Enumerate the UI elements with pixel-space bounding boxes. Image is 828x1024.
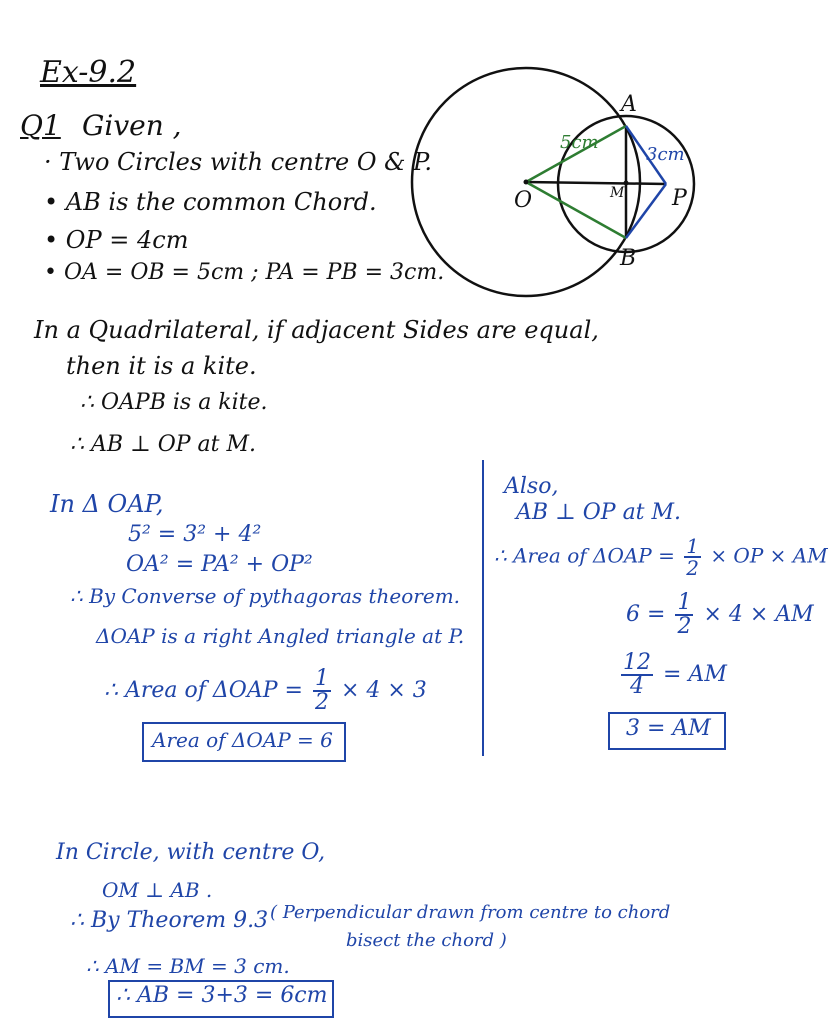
fraction-numerator: 1 — [677, 590, 692, 615]
given-item-text: Two Circles with centre O & P. — [59, 148, 433, 176]
kite-oapb: ∴ OAPB is a kite. — [80, 390, 268, 415]
theorem-reference: ∴ By Theorem 9.3 — [70, 908, 269, 933]
ab-result: ∴ AB = 3+3 = 6cm — [116, 983, 328, 1008]
kite-conclusion: then it is a kite. — [66, 352, 257, 380]
fraction-numerator: 12 — [623, 650, 651, 675]
given-item-text: AB is the common Chord. — [65, 188, 377, 216]
given-label: Given , — [82, 109, 182, 142]
given-item: • OP = 4cm — [44, 226, 189, 254]
also-label: Also, — [504, 474, 559, 499]
triangle-heading: In Δ OAP, — [50, 490, 164, 518]
equation-suffix: = AM — [663, 662, 727, 687]
given-item: • AB is the common Chord. — [44, 188, 377, 216]
area-substitution: 6 = $\frac{1}{2}$ × 4 × AM — [626, 590, 814, 639]
label-5cm: 5cm — [560, 132, 599, 153]
exercise-title: Ex-9.2 — [40, 55, 137, 90]
given-item-text: OP = 4cm — [65, 226, 189, 254]
segment-op — [526, 182, 666, 184]
equation-lhs: 6 — [626, 602, 640, 627]
area-suffix: × 4 × 3 — [340, 678, 427, 703]
point-m — [624, 181, 629, 186]
question-number: Q1 — [20, 109, 61, 142]
given-item-text: OA = OB = 5cm ; PA = PB = 3cm. — [63, 260, 445, 285]
area-result: Area of ΔOAP = 6 — [152, 728, 333, 752]
twelve-over-four — [621, 652, 653, 698]
given-item: • OA = OB = 5cm ; PA = PB = 3cm. — [44, 260, 445, 285]
pythagoras-numeric: 5² = 3² + 4² — [128, 522, 262, 547]
area-suffix: × OP × AM — [710, 543, 828, 568]
fraction-numerator: 1 — [314, 666, 329, 691]
am-fraction-equation — [618, 652, 727, 698]
fraction-denominator: 2 — [314, 690, 329, 715]
label-o: O — [514, 188, 533, 213]
half-fraction — [675, 592, 693, 638]
column-divider — [482, 460, 484, 756]
om-perpendicular: OM ⊥ AB . — [102, 878, 213, 902]
label-a: A — [621, 92, 637, 117]
label-b: B — [620, 246, 637, 271]
label-p: P — [672, 186, 687, 211]
right-angle-statement: ΔOAP is a right Angled triangle at P. — [96, 624, 465, 648]
fraction-denominator: 4 — [630, 674, 644, 699]
am-bm-equal: ∴ AM = BM = 3 cm. — [86, 954, 290, 978]
pythagoras-symbolic: OA² = PA² + OP² — [126, 552, 313, 577]
fraction-denominator: 2 — [677, 614, 692, 639]
fraction-numerator: 1 — [686, 534, 699, 558]
perpendicular-also: AB ⊥ OP at M. — [516, 500, 682, 525]
equation-suffix: × 4 × AM — [703, 602, 814, 627]
segment-pb — [626, 184, 666, 238]
area-formula-left — [104, 668, 427, 714]
theorem-text-line1: ( Perpendicular drawn from centre to chord — [270, 902, 671, 923]
area-prefix: ∴ Area of ΔOAP = — [494, 543, 675, 568]
half-fraction — [684, 536, 701, 578]
half-fraction — [313, 668, 331, 714]
circle-centre-statement: In Circle, with centre O, — [56, 840, 326, 865]
converse-pythagoras: ∴ By Converse of pythagoras theorem. — [70, 584, 461, 608]
fraction-denominator: 2 — [686, 556, 699, 580]
point-o — [524, 180, 529, 185]
label-3cm: 3cm — [646, 144, 685, 165]
am-result: 3 = AM — [626, 716, 711, 741]
label-m: M — [610, 185, 625, 201]
area-formula-right — [494, 536, 828, 578]
given-item: · Two Circles with centre O & P. — [44, 148, 433, 176]
theorem-text-line2: bisect the chord ) — [346, 930, 507, 951]
area-prefix: ∴ Area of ΔOAP = — [104, 678, 303, 703]
kite-statement: In a Quadrilateral, if adjacent Sides are equal, — [34, 316, 599, 344]
perpendicular-statement: ∴ AB ⊥ OP at M. — [70, 432, 257, 457]
